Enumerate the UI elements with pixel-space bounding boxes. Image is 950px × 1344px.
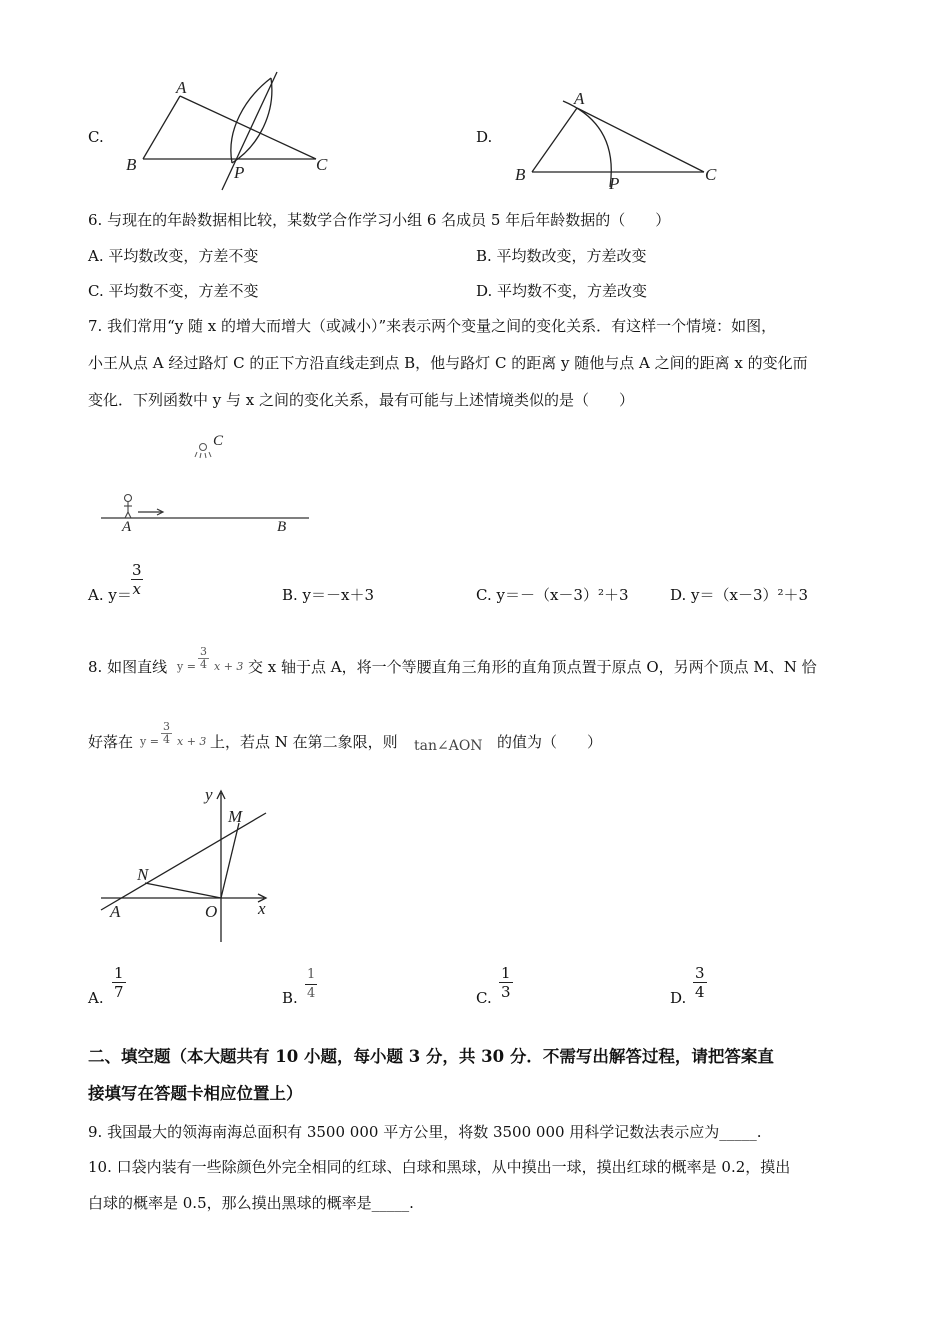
q8-label-a: A: [110, 902, 121, 921]
q5c-label-b: B: [126, 155, 137, 174]
q5-option-c-label: C.: [88, 128, 104, 146]
q7-label-c: C: [213, 433, 224, 449]
q7-label-a: A: [122, 519, 132, 535]
q7-option-a-numerator: 3: [132, 561, 142, 579]
q6-option-d: D. 平均数不变，方差改变: [476, 282, 648, 300]
q5c-label-c: C: [316, 155, 328, 174]
q7-option-a-denominator: x: [132, 580, 141, 598]
q8-label-n: N: [137, 865, 149, 884]
q7-stem-line2: 小王从点 A 经过路灯 C 的正下方沿直线走到点 B，他与路灯 C 的距离 y 随他与点 A 之间的距离 x 的变化而: [88, 354, 808, 372]
q7-stem-line1: 7. 我们常用“y 随 x 的增大而增大（或减小）”来表示两个变量之间的变化关系．有这样一个情境：如图，: [88, 317, 777, 335]
q10-line2: 白球的概率是 0.5，那么摸出黑球的概率是_____.: [88, 1194, 414, 1212]
section2-heading-line2: 接填写在答题卡相应位置上）: [88, 1084, 303, 1103]
q8-label-o: O: [205, 902, 218, 921]
q9-text: 9. 我国最大的领海南海总面积有 3500 000 平方公里，将数 3500 000 用科学记数法表示应为_____.: [88, 1123, 762, 1141]
q5d-label-c: C: [705, 165, 717, 184]
q8-option-c-num: 1: [501, 964, 511, 982]
q8-option-d-label: D.: [670, 989, 687, 1007]
q8-stem-line1-pre: 8. 如图直线: [88, 658, 168, 676]
q8-eq1-den: 4: [200, 658, 207, 671]
q5d-label-a: A: [574, 89, 585, 108]
q8-eq2-y: y =: [140, 735, 159, 748]
q8-eq2-rest: x + 3: [177, 735, 207, 748]
q8-option-a-label: A.: [88, 989, 104, 1007]
q8-option-d-num: 3: [695, 964, 705, 982]
q5d-label-p: P: [609, 174, 620, 193]
q6-option-c: C. 平均数不变，方差不变: [88, 282, 259, 300]
q7-option-a-prefix: A. y＝: [88, 586, 132, 604]
q8-stem-line1-post: 交 x 轴于点 A，将一个等腰直角三角形的直角顶点置于原点 O，另两个顶点 M、N 恰: [248, 658, 817, 676]
q8-option-a-den: 7: [114, 983, 124, 1001]
q8-option-b-den: 4: [307, 986, 316, 1001]
q8-stem-line2-pre: 好落在: [88, 733, 134, 751]
q7-label-b: B: [277, 519, 287, 535]
q6-option-b: B. 平均数改变，方差改变: [476, 247, 647, 265]
q6-stem: 6. 与现在的年龄数据相比较，某数学合作学习小组 6 名成员 5 年后年龄数据的（ ）: [88, 211, 671, 229]
q8-tan-expression: tan∠AON: [414, 738, 483, 754]
q8-option-a-num: 1: [114, 964, 124, 982]
q6-option-a: A. 平均数改变，方差不变: [88, 247, 259, 265]
q7-option-b: B. y＝－x＋3: [282, 586, 375, 604]
q8-stem-line2-post: 的值为（ ）: [497, 733, 603, 751]
q7-option-d: D. y＝（x－3）²＋3: [670, 586, 809, 604]
q8-option-b-label: B.: [282, 989, 298, 1007]
q8-option-b-num: 1: [307, 967, 316, 982]
q8-eq1-rest: x + 3: [214, 660, 244, 673]
q5-option-d-label: D.: [476, 128, 493, 146]
q8-option-c-fraction: [499, 964, 513, 1001]
q8-stem-line2-mid: 上，若点 N 在第二象限，则: [210, 733, 398, 751]
q8-eq1-y: y =: [177, 660, 196, 673]
q8-eq2-den: 4: [163, 733, 170, 746]
q7-option-c: C. y＝－（x－3）²＋3: [476, 586, 629, 604]
q8-label-m: M: [228, 807, 243, 826]
q5d-label-b: B: [515, 165, 526, 184]
q8-option-d-fraction: [693, 964, 707, 1001]
q8-option-a-fraction: [112, 964, 126, 1001]
q8-option-d-den: 4: [695, 983, 705, 1001]
q8-option-c-label: C.: [476, 989, 492, 1007]
q8-label-y: y: [205, 785, 213, 804]
q8-option-c-den: 3: [501, 983, 511, 1001]
q5c-label-a: A: [176, 78, 187, 97]
q8-label-x: x: [258, 899, 266, 918]
section2-heading-line1: 二、填空题（本大题共有 10 小题，每小题 3 分，共 30 分．不需写出解答过程，请把答案直: [88, 1047, 774, 1066]
q5c-label-p: P: [234, 163, 245, 182]
q8-eq1-num: 3: [200, 645, 207, 658]
q8-option-b-fraction: [305, 966, 317, 1003]
q7-stem-line3: 变化．下列函数中 y 与 x 之间的变化关系，最有可能与上述情境类似的是（ ）: [88, 391, 635, 409]
q8-eq2-num: 3: [163, 720, 170, 733]
q10-line1: 10. 口袋内装有一些除颜色外完全相同的红球、白球和黑球，从中摸出一球，摸出红球的概率是 0.2，摸出: [88, 1158, 791, 1176]
